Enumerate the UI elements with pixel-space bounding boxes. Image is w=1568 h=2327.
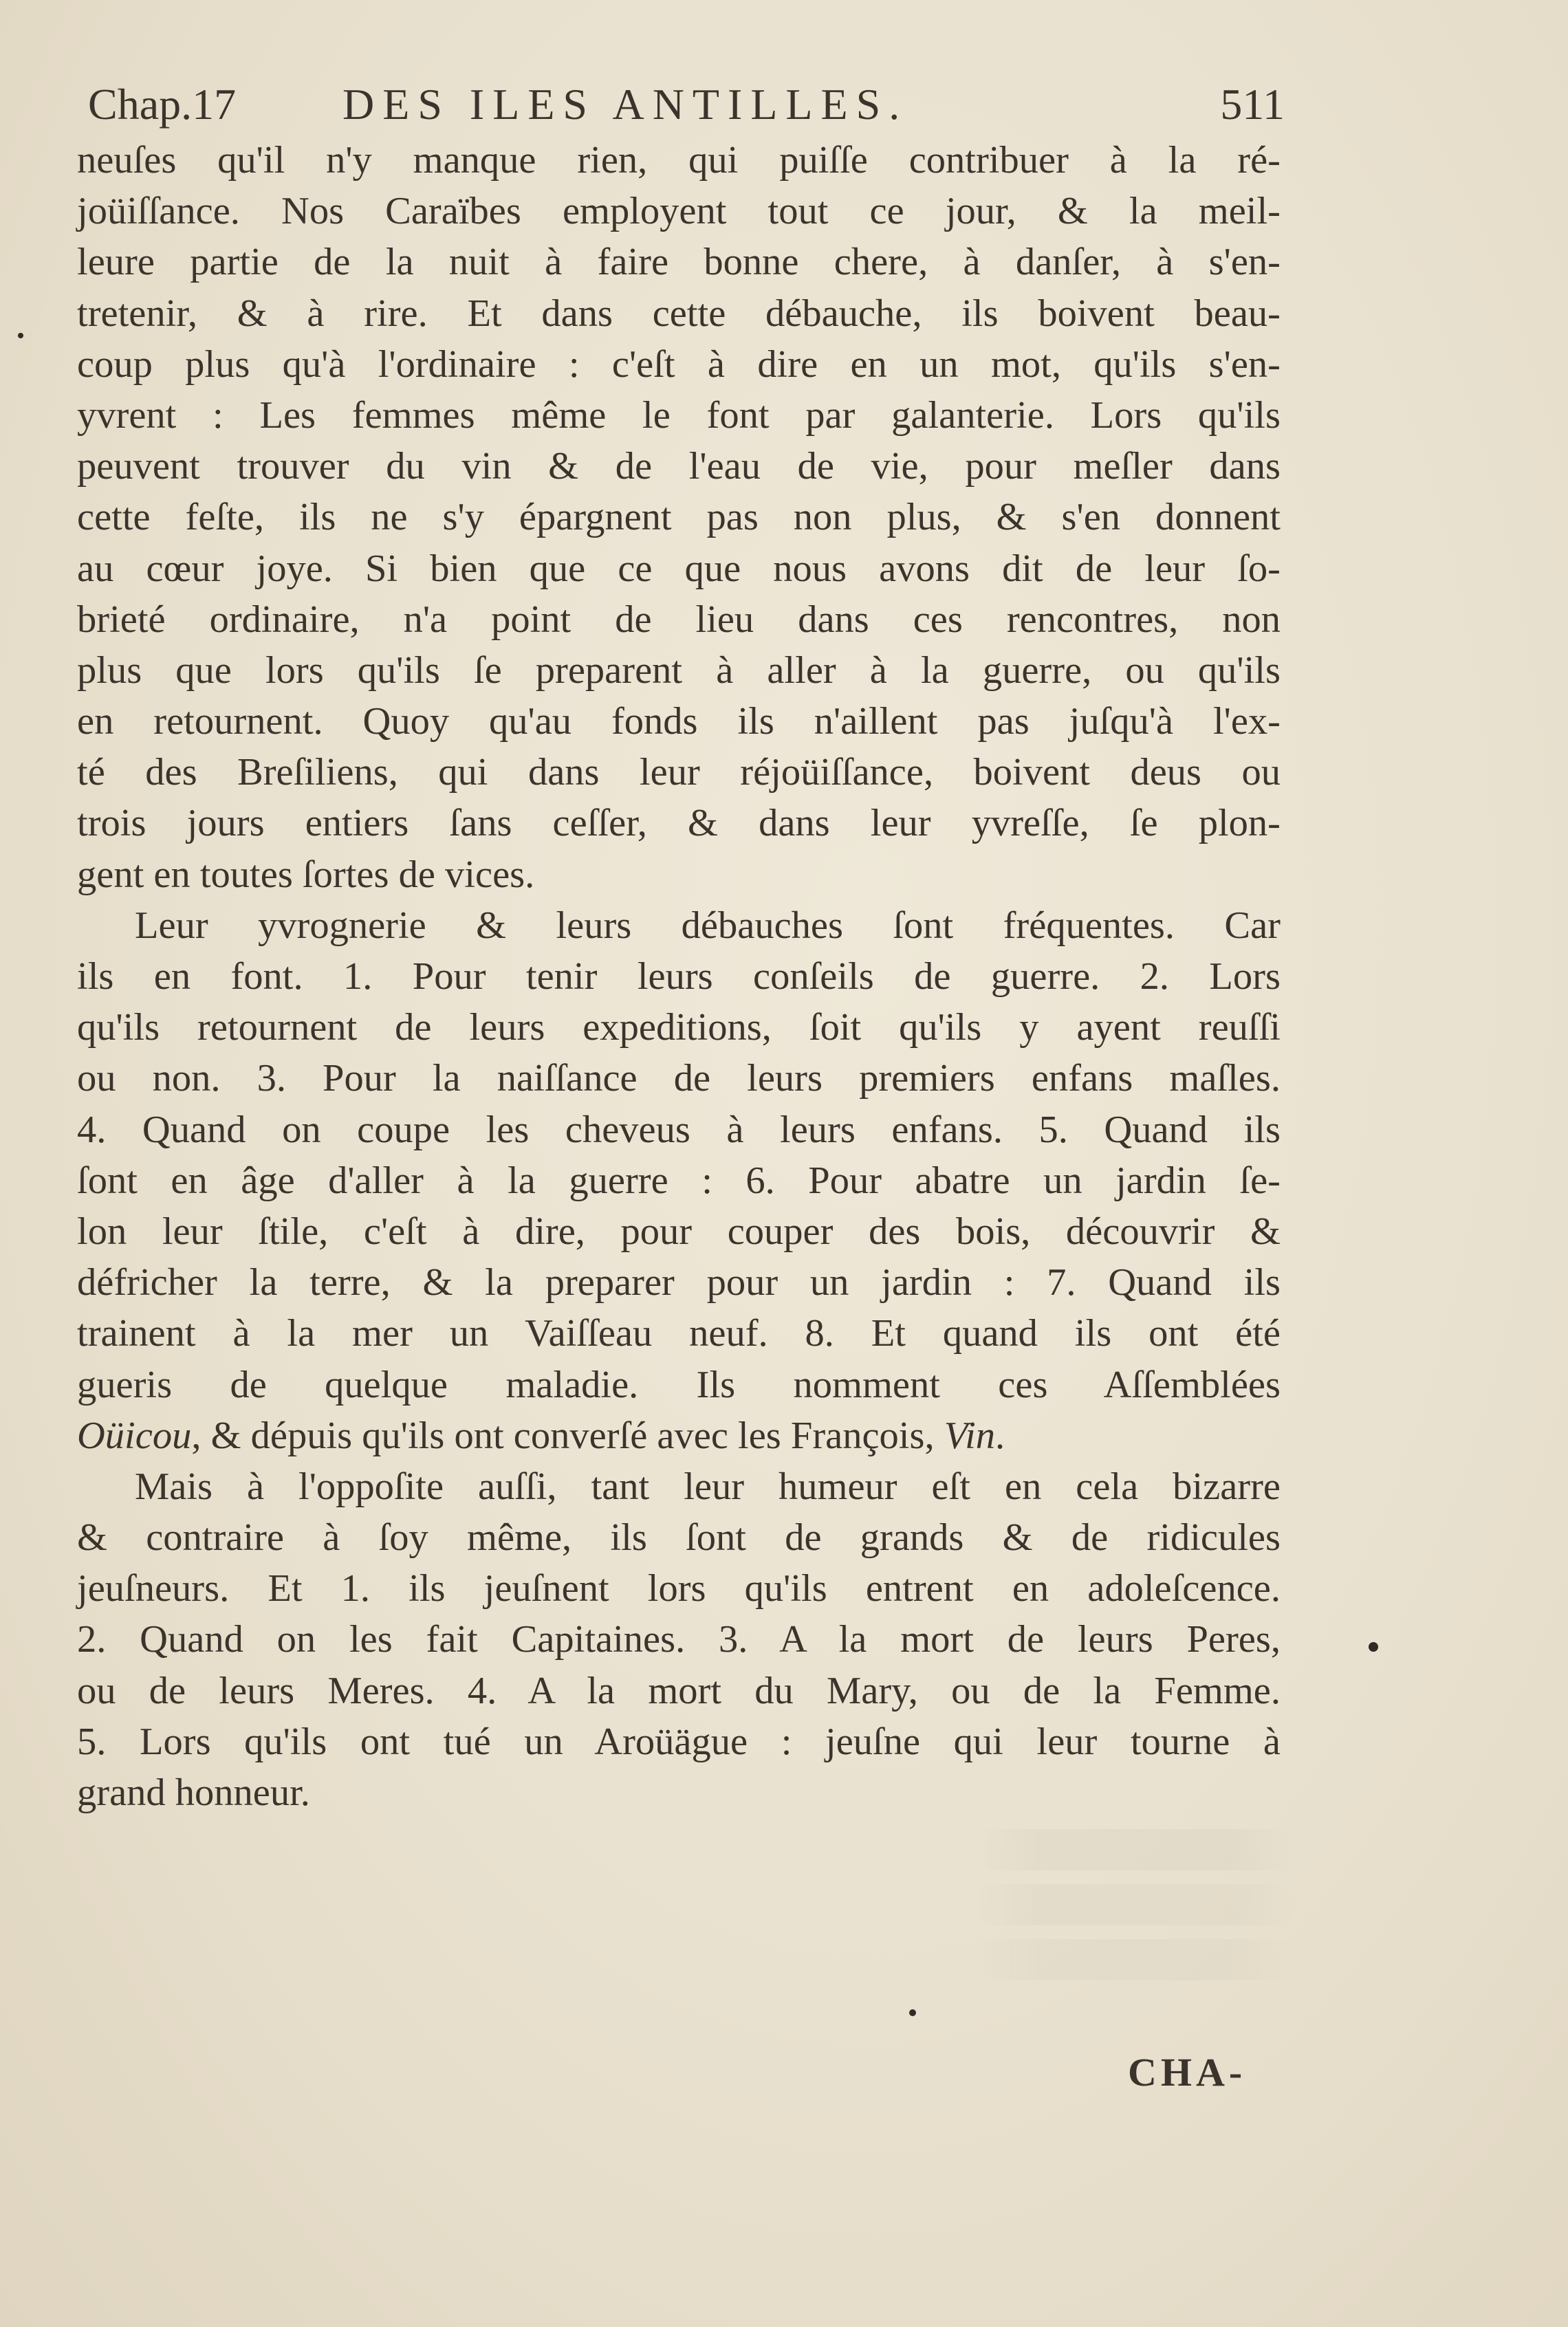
text-line: peuvent trouver du vin & de l'eau de vie, pour meſler dans xyxy=(77,445,1281,488)
running-header xyxy=(88,74,1285,135)
text-line: ſont en âge d'aller à la guerre : 6. Pour abatre un jardin ſe- xyxy=(77,1159,1281,1202)
text-line: gent en toutes ſortes de vices. xyxy=(77,853,535,896)
text-line: gueris de quelque maladie. Ils nomment ces Aſſemblées xyxy=(77,1363,1281,1406)
ink-speck xyxy=(18,333,23,338)
text-line: coup plus qu'à l'ordinaire : c'eſt à dire en un mot, qu'ils s'en- xyxy=(77,342,1281,386)
text-line: joüiſſance. Nos Caraïbes employent tout ce jour, & la meil- xyxy=(77,190,1281,233)
text-line: Mais à l'oppoſite auſſi, tant leur humeur eſt en cela bizarre xyxy=(135,1465,1281,1508)
text-line-italic-terms: Oüicou, & dépuis qu'ils ont converſé avec les François, Vin. xyxy=(77,1414,1005,1457)
text-line: ou non. 3. Pour la naiſſance de leurs premiers enfans maſles. xyxy=(77,1057,1281,1100)
text-line: 2. Quand on les fait Capitaines. 3. A la mort de leurs Peres, xyxy=(77,1618,1281,1661)
text-line: Leur yvrognerie & leurs débauches ſont fréquentes. Car xyxy=(135,904,1281,947)
text-line: jeuſneurs. Et 1. ils jeuſnent lors qu'ils entrent en adoleſcence. xyxy=(77,1567,1281,1610)
text-line: plus que lors qu'ils ſe preparent à aller à la guerre, ou qu'ils xyxy=(77,648,1281,692)
text-line: au cœur joye. Si bien que ce que nous avons dit de leur ſo- xyxy=(77,547,1281,590)
text-line: ou de leurs Meres. 4. A la mort du Mary, ou de la Femme. xyxy=(77,1669,1281,1712)
text-line: té des Breſiliens, qui dans leur réjoüiſſance, boivent deus ou xyxy=(77,751,1281,794)
italic-term: Vin xyxy=(944,1414,996,1457)
text-line: & contraire à ſoy même, ils ſont de grands & de ridicules xyxy=(77,1516,1281,1560)
page-number: 511 xyxy=(1220,80,1285,129)
running-title: DES ILES ANTILLES. xyxy=(342,80,908,129)
text-line: neuſes qu'il n'y manque rien, qui puiſſe contribuer à la ré- xyxy=(77,139,1281,182)
text-line: 5. Lors qu'ils ont tué un Aroüägue : jeuſne qui leur tourne à xyxy=(77,1720,1281,1763)
text-line: cette feſte, ils ne s'y épargnent pas non plus, & s'en donnent xyxy=(77,496,1281,539)
text-line: en retournent. Quoy qu'au fonds ils n'aillent pas juſqu'à l'ex- xyxy=(77,700,1281,743)
show-through-shadow xyxy=(977,1829,1293,1980)
text-line: brieté ordinaire, n'a point de lieu dans ces rencontres, non xyxy=(77,598,1281,641)
text-line: qu'ils retournent de leurs expeditions, ſoit qu'ils y ayent reuſſi xyxy=(77,1006,1281,1049)
ink-speck xyxy=(1369,1642,1378,1652)
catchword: CHA- xyxy=(1128,2050,1247,2095)
text-block xyxy=(77,135,1281,1818)
text-line: trois jours entiers ſans ceſſer, & dans leur yvreſſe, ſe plon- xyxy=(77,802,1281,845)
text-line: trainent à la mer un Vaiſſeau neuf. 8. Et quand ils ont été xyxy=(77,1312,1281,1355)
text-line: défricher la terre, & la preparer pour un jardin : 7. Quand ils xyxy=(77,1261,1281,1304)
chapter-label: Chap.17 xyxy=(88,80,237,129)
italic-term: Oüicou xyxy=(77,1414,192,1457)
text-line: grand honneur. xyxy=(77,1771,310,1814)
text-line: lon leur ſtile, c'eſt à dire, pour couper des bois, découvrir & xyxy=(77,1210,1281,1253)
text-line: 4. Quand on coupe les cheveus à leurs enfans. 5. Quand ils xyxy=(77,1108,1281,1151)
text-line: ils en font. 1. Pour tenir leurs conſeils de guerre. 2. Lors xyxy=(77,955,1281,998)
ink-speck xyxy=(909,2009,916,2016)
text-line: leure partie de la nuit à faire bonne chere, à danſer, à s'en- xyxy=(77,241,1281,284)
text-line: yvrent : Les femmes même le font par galanterie. Lors qu'ils xyxy=(77,393,1281,437)
text-line: tretenir, & à rire. Et dans cette débauche, ils boivent beau- xyxy=(77,292,1281,335)
